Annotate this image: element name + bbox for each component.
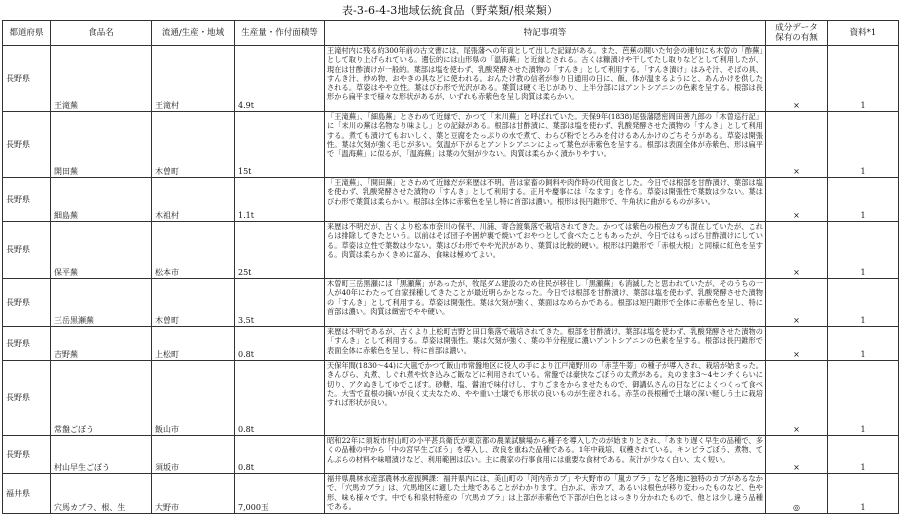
traditional-food-table bbox=[2, 20, 899, 514]
component-data-cell: × bbox=[766, 361, 828, 436]
production-cell: 0.8t bbox=[235, 361, 325, 436]
notes-cell bbox=[325, 436, 766, 474]
notes-cell bbox=[325, 46, 766, 112]
product-name-cell: 保平蕪 bbox=[51, 222, 152, 279]
component-data-cell: × bbox=[766, 222, 828, 279]
component-data-cell: × bbox=[766, 112, 828, 178]
product-name-cell: 三岳黒瀬蕪 bbox=[51, 279, 152, 327]
prefecture-cell: 長野県 bbox=[3, 222, 51, 279]
production-cell: 1.1t bbox=[235, 178, 325, 222]
table-row bbox=[3, 222, 899, 279]
header-reference: 資料*1 bbox=[828, 21, 899, 46]
notes-text: 福井県農林水産部農林水産振興課：福井県内には、美山町の「河内赤カブ」や大野市の「嵐カブラ」など各地に独特のカブがあるなかで、「穴馬カブラ」は、穴馬地区に適した土地であることがわかります。白かぶ、赤カブ、あるいは根色が移り変わったものなど、色や形、味も様々です。中でも和泉村特産の「穴馬カブラ」は上部が赤紫色で下部が白色とはっきり分かれたもので、他とは少し違う品種である。 bbox=[327, 474, 763, 511]
component-data-cell: × bbox=[766, 436, 828, 474]
reference-cell: 1 bbox=[828, 327, 899, 361]
header-prefecture: 都道府県 bbox=[3, 21, 51, 46]
table-row bbox=[3, 46, 899, 112]
notes-cell bbox=[325, 178, 766, 222]
table-row bbox=[3, 279, 899, 327]
component-data-cell: × bbox=[766, 327, 828, 361]
notes-cell bbox=[325, 112, 766, 178]
product-name-cell: 村山早生ごぼう bbox=[51, 436, 152, 474]
notes-text: 来歴は不明であるが、古くより上松町吉野と田口集落で栽培されてきた。根部を甘酢漬け、葉部は塩を使わず、乳酸発酵させた漬物の「すんき」として利用する。草姿は開張性。葉は欠刻が強く、葉の半分程度に濃いアントシアニンの色素を呈する。根部は長円錐形で表面全体に赤紫色を呈し、特に首部は濃い。 bbox=[327, 327, 763, 355]
notes-text: 昭和22年に須坂市村山町の小平甚兵衛氏が東京都の農業試験場から種子を導入したのが始まりとされ、「あまり遅く早生の品種で、多くの品種の中から「中の宮早生ごぼう」を導入し、改良を重ねた品種である。1年中栽培、収穫されている。キンピラごぼう、煮物、てんぷらの材料や味噌漬けなど、利用範囲は広い。主に農家の行事食用には重要な食材である。灰汁が少なく白い、太く短い。 bbox=[327, 436, 763, 464]
area-cell: 木曽町 bbox=[152, 279, 235, 327]
notes-text: 「王滝蕪」、「細島蕪」とさわめて近縁で、かつて「末川蕪」と呼ばれていた。天保9年(1838)尾張藩隠密岡田善九郎の「木曽巡行記」に「末川の蕪は名物なり味よし」との記録がある。根部は甘酢漬に、葉部は塩を使わず、乳酸発酵させた漬物の「すんき」として利用する。煮ても漬けてもおいしく、葉と豆腐をたっぷりの水で煮て、わらび粉でとろみを付けるあんかけのごちそうがある。草姿は開張性。葉は欠刻が強く毛じが多い。気温が下がるとアントシアニンによって葉色が赤紫色を呈する。根部は表面全体が赤紫色、形は扁平で「温海蕪」に似るが、「温海蕪」は葉の欠刻が少ない。肉質は柔らかく漬かりやすい。 bbox=[327, 112, 763, 159]
reference-cell: 1 bbox=[828, 46, 899, 112]
prefecture-cell: 長野県 bbox=[3, 327, 51, 361]
production-cell: 0.8t bbox=[235, 327, 325, 361]
reference-cell: 1 bbox=[828, 436, 899, 474]
area-cell: 木曽町 bbox=[152, 112, 235, 178]
area-cell: 上松町 bbox=[152, 327, 235, 361]
area-cell: 王滝村 bbox=[152, 46, 235, 112]
reference-cell: 1 bbox=[828, 474, 899, 514]
table-row bbox=[3, 327, 899, 361]
product-name-cell: 穴馬カブラ、根、生 bbox=[51, 474, 152, 514]
table-row bbox=[3, 361, 899, 436]
production-cell: 25t bbox=[235, 222, 325, 279]
header-notes: 特記事項等 bbox=[325, 21, 766, 46]
header-area: 流通/生産・地域 bbox=[152, 21, 235, 46]
table-row bbox=[3, 178, 899, 222]
prefecture-cell: 福井県 bbox=[3, 474, 51, 514]
component-data-cell: ◎ bbox=[766, 474, 828, 514]
notes-cell bbox=[325, 327, 766, 361]
prefecture-cell: 長野県 bbox=[3, 279, 51, 327]
reference-cell: 1 bbox=[828, 279, 899, 327]
header-product: 食品名 bbox=[51, 21, 152, 46]
reference-cell: 1 bbox=[828, 361, 899, 436]
prefecture-cell: 長野県 bbox=[3, 46, 51, 112]
product-name-cell: 細島蕪 bbox=[51, 178, 152, 222]
product-name-cell: 常盤ごぼう bbox=[51, 361, 152, 436]
notes-text: 天保年間(1830～44)に大嵐でかつて飯山市常盤地区に役人の手により江戸滝野川の「赤茎牛蒡」の種子が導入され、栽培が始まった。きんぴら、丸煮、しぐれ煮や炊き込みご飯などに利用されている。常盤では豪快なごぼうの太煮がある。丸のまま3～4センチくらいに切り、アクぬきしてゆでこぼす。砂糖、塩、醤油で味付けし、すりごまをからませたもので、御講仏さんの日などによくつくって食べた。大雪で直根の摘いが良く丈夫なため、やや重い土壌でも形状の良いものが生産される。赤茎の長根種で土壌の深い軽しう土に栽培すれば形状が良い。 bbox=[327, 361, 763, 408]
production-cell: 4.9t bbox=[235, 46, 325, 112]
product-name-cell: 王滝蕪 bbox=[51, 46, 152, 112]
table-row bbox=[3, 474, 899, 514]
product-name-cell: 吉野蕪 bbox=[51, 327, 152, 361]
product-name-cell: 開田蕪 bbox=[51, 112, 152, 178]
header-component-data: 成分データ 保有の有無 bbox=[766, 21, 828, 46]
component-data-cell: × bbox=[766, 178, 828, 222]
notes-text: 来歴は不明だが、古くより松本市奈川の保平、川浦、寄合渡集落で栽培されてきた。かつては紫色の根色カブも混在していたが、これらは排除してきたという。以前はそば団子や囲炉裏で焼いておやつとして食べたこともあったが、今日ではもっぱら甘酢漬けにしている。草姿は立性で葉数は少ない。葉はびわ形でやや光沢があり、葉質は比較的硬い。根形は円錐形で「赤根大根」と同様に紅色を呈する。肉質は柔らかくきめに富み、食味は極めてよい。 bbox=[327, 222, 763, 259]
notes-text: 「王滝蕪」、「開田蕪」とさわめて近縁だが来歴は不明。昔は家畜の飼料や肉作時の代用食とした。今日では根部を甘酢漬け、葉部は塩を使わず、乳酸発酵させた漬物の「すんき」として利用する。正月や慶事には「なます」を作る。草姿は開張性で葉数は少ない。葉はびわ形で葉質は柔らかい。根部は全体に赤紫色を呈し特に首部は濃い。根形は長円錐形で、牛角状に曲がるものが多い。 bbox=[327, 178, 763, 206]
notes-cell bbox=[325, 361, 766, 436]
area-cell: 木祖村 bbox=[152, 178, 235, 222]
table-row bbox=[3, 112, 899, 178]
area-cell: 松本市 bbox=[152, 222, 235, 279]
production-cell: 7,000玉 bbox=[235, 474, 325, 514]
component-data-cell: × bbox=[766, 46, 828, 112]
reference-cell: 1 bbox=[828, 178, 899, 222]
notes-cell bbox=[325, 222, 766, 279]
reference-cell: 1 bbox=[828, 222, 899, 279]
table-row bbox=[3, 436, 899, 474]
notes-text: 王滝村内に残る約300年前の古文書には、尾張藩への年貢として出した記録がある。また、芭蕉の開いた句会の連句にも木曽の「酢蕪」として取り上げられている。遺伝的には山形県の「温海蕪」と近縁とされる。古くは糠漬けや干してたし取りなどとして利用したが、現在は甘酢漬けが一般的。葉部は塩を使わず、乳酸発酵させた漬物の「すんき」として利用する。「すんき漬け」はみそ汁、そばの具、すんき汁、炒め物、おやきの具などに使われる。おんたけ教の信者が参り日通用の日に、飯、体が温まるようにと、あんかけを供したされる。草姿はやや立性。葉はびわ形で光沢がある。葉質は硬く毛じがあり、上半分部にはアントシアニンの色素を呈する。根部は長形から扁平まで様々な形状があるが、いずれも赤紫色を呈し肉質は柔らかい。 bbox=[327, 46, 763, 102]
notes-cell bbox=[325, 279, 766, 327]
area-cell: 大野市 bbox=[152, 474, 235, 514]
table-header-row bbox=[3, 21, 899, 46]
production-cell: 3.5t bbox=[235, 279, 325, 327]
area-cell: 須坂市 bbox=[152, 436, 235, 474]
prefecture-cell: 長野県 bbox=[3, 112, 51, 178]
prefecture-cell: 長野県 bbox=[3, 361, 51, 436]
production-cell: 0.8t bbox=[235, 436, 325, 474]
notes-cell bbox=[325, 474, 766, 514]
component-data-cell: × bbox=[766, 279, 828, 327]
prefecture-cell: 長野県 bbox=[3, 436, 51, 474]
header-production: 生産量・作付面積等 bbox=[235, 21, 325, 46]
page-title: 表-3-6-4-3地域伝統食品（野菜類/根菜類） bbox=[341, 4, 559, 17]
prefecture-cell: 長野県 bbox=[3, 178, 51, 222]
reference-cell: 1 bbox=[828, 112, 899, 178]
area-cell: 飯山市 bbox=[152, 361, 235, 436]
production-cell: 15t bbox=[235, 112, 325, 178]
notes-text: 木曽町三岳黒瀬には「黒瀬蕪」があったが、牧尾ダム建設のため住民が移住し「黒瀬蕪」も消滅したと思われていたが、そのうちの一人が40年にわたって自家採種してきたことが最近明らかとなった。今日では根部を甘酢漬け、葉部は塩を使わず、乳酸発酵させた漬物の「すんき」として利用する。草姿は開張性。葉は欠刻が強く、葉面はなめらかである。根部は短円錐形で全体に赤紫色を呈し、特に首部は濃い。肉質は緻密でやや硬い。 bbox=[327, 279, 763, 316]
